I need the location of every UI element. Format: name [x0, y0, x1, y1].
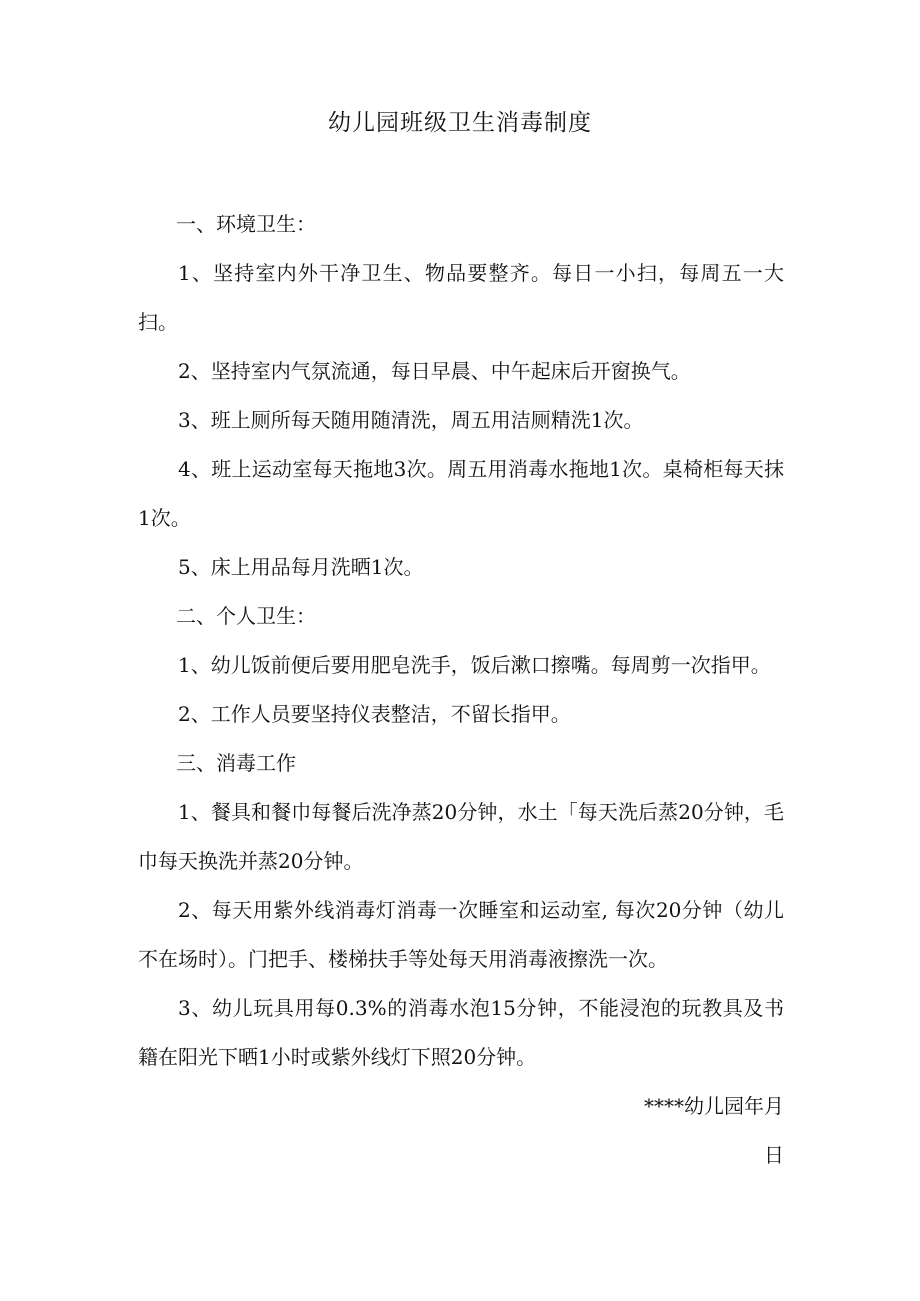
paragraph-env-1: 1、坚持室内外干净卫生、物品要整齐。每日一小扫，每周五一大扫。: [138, 261, 784, 334]
paragraph-disinfection-2: 2、每天用紫外线消毒灯消毒一次睡室和运动室, 每次20分钟（幼儿不在场时）。门把手、楼梯扶手等处每天用消毒液擦洗一次。: [138, 898, 784, 971]
signature-date: 日: [764, 1143, 784, 1167]
paragraph-env-5: 5、床上用品每月洗晒1次。: [178, 555, 424, 579]
section-heading-personal: 二、个人卫生：: [176, 604, 316, 628]
document-body: [138, 200, 784, 1180]
paragraph-env-4: 4、班上运动室每天拖地3次。周五用消毒水拖地1次。桌椅柜每天抹1次。: [138, 457, 784, 530]
paragraph-disinfection-1: 1、餐具和餐巾每餐后洗净蒸20分钟，水土「每天洗后蒸20分钟，毛巾每天换洗并蒸20分钟。: [138, 800, 784, 873]
section-heading-environment: 一、环境卫生：: [176, 212, 316, 236]
signature-line: ****幼儿园年月: [644, 1094, 784, 1118]
paragraph-env-3: 3、班上厕所每天随用随清洗，周五用洁厕精洗1次。: [178, 408, 644, 432]
paragraph-personal-2: 2、工作人员要坚持仪表整洁，不留长指甲。: [178, 702, 571, 726]
document-title: 幼儿园班级卫生消毒制度: [328, 110, 592, 136]
paragraph-disinfection-3: 3、幼儿玩具用每0.3%的消毒水泡15分钟，不能浸泡的玩教具及书籍在阳光下晒1小时或紫外线灯下照20分钟。: [138, 996, 784, 1069]
section-heading-disinfection: 三、消毒工作: [176, 751, 296, 775]
paragraph-env-2: 2、坚持室内气氛流通，每日早晨、中午起床后开窗换气。: [178, 359, 691, 383]
paragraph-personal-1: 1、幼儿饭前便后要用肥皂洗手，饭后漱口擦嘴。每周剪一次指甲。: [178, 653, 771, 677]
